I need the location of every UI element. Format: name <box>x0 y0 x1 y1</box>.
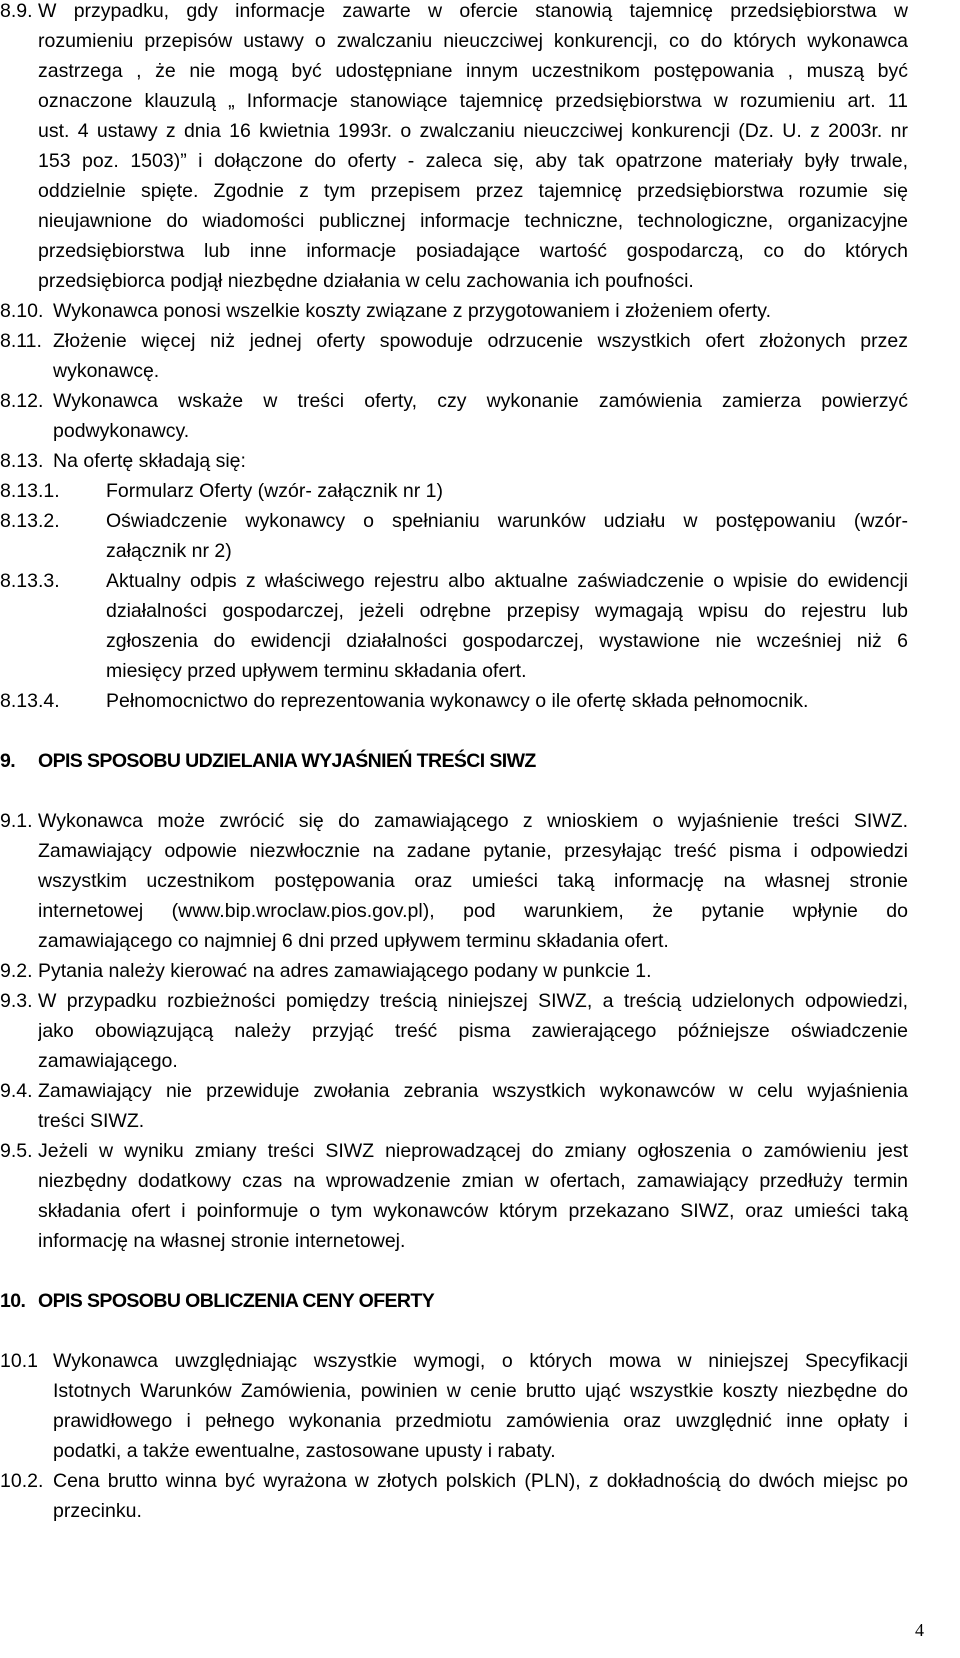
paragraph-line: Pytania należy kierować na adres zamawiającego podany w punkcie 1. <box>38 960 652 982</box>
paragraph-line: oznaczone klauzulą „ Informacje stanowiące tajemnicę przedsiębiorstwa w rozumieniu art. 11 <box>38 90 908 112</box>
paragraph-line: niezbędny dodatkowy czas na wprowadzenie zmian w ofertach, zamawiający przedłuży termin <box>38 1170 908 1192</box>
heading-title: OPIS SPOSOBU OBLICZENIA CENY OFERTY <box>38 1290 435 1312</box>
item-number: 9.5. <box>0 1140 33 1162</box>
item-number: 8.11. <box>0 330 42 352</box>
paragraph-line: przecinku. <box>53 1500 142 1522</box>
item-number: 8.13.4. <box>0 690 60 712</box>
paragraph-line: wykonawcę. <box>53 360 160 382</box>
page-number: 4 <box>915 1620 924 1640</box>
paragraph-line: podatki, a także ewentualne, zastosowane upusty i rabaty. <box>53 1440 556 1462</box>
paragraph-line: ust. 4 ustawy z dnia 16 kwietnia 1993r. o zwalczaniu nieuczciwej konkurencji (Dz. U. z 2003r. nr <box>38 120 908 142</box>
paragraph-line: zgłoszenia do ewidencji działalności gospodarczej, wystawione nie wcześniej niż 6 <box>106 630 908 652</box>
paragraph-line: przedsiębiorca podjął niezbędne działania w celu zachowania ich poufności. <box>38 270 694 292</box>
item-number: 8.12. <box>0 390 44 412</box>
paragraph-line: oddzielnie spięte. Zgodnie z tym przepisem przez tajemnicę przedsiębiorstwa rozumie się <box>38 180 908 202</box>
item-number: 8.13. <box>0 450 44 472</box>
paragraph-line: Wykonawca może zwrócić się do zamawiającego z wnioskiem o wyjaśnienie treści SIWZ. <box>38 810 908 832</box>
paragraph-line: Na ofertę składają się: <box>53 450 246 472</box>
item-number: 8.13.1. <box>0 480 60 502</box>
paragraph-line: załącznik nr 2) <box>106 540 232 562</box>
item-number: 9.2. <box>0 960 33 982</box>
paragraph-line: rozumieniu przepisów ustawy o zwalczaniu nieuczciwej konkurencji, co do których wykonawca <box>38 30 908 52</box>
paragraph-line: zastrzega , że nie mogą być udostępniane innym uczestnikom postępowania , muszą być <box>38 60 908 82</box>
heading-number: 9. <box>0 750 16 772</box>
item-number: 8.9. <box>0 0 33 22</box>
paragraph-line: zamawiającego co najmniej 6 dni przed upływem terminu składania ofert. <box>38 930 669 952</box>
paragraph-line: składania ofert i poinformuje o tym wykonawców którym przekazano SIWZ, oraz umieści taką <box>38 1200 908 1222</box>
item-number: 10.1 <box>0 1350 38 1372</box>
paragraph-line: W przypadku, gdy informacje zawarte w ofercie stanowią tajemnicę przedsiębiorstwa w <box>38 0 908 22</box>
paragraph-line: Wykonawca ponosi wszelkie koszty związane z przygotowaniem i złożeniem oferty. <box>53 300 772 322</box>
paragraph-line: 153 poz. 1503)” i dołączone do oferty - zaleca się, aby tak opatrzone materiały były trwale, <box>38 150 908 172</box>
paragraph-line: Złożenie więcej niż jednej oferty spowoduje odrzucenie wszystkich ofert złożonych przez <box>53 330 908 352</box>
item-number: 10.2. <box>0 1470 44 1492</box>
paragraph-line: zamawiającego. <box>38 1050 178 1072</box>
paragraph-line: Cena brutto winna być wyrażona w złotych polskich (PLN), z dokładnością do dwóch miejsc po <box>53 1470 908 1492</box>
paragraph-line: W przypadku rozbieżności pomiędzy treścią niniejszej SIWZ, a treścią udzielonych odpowiedzi, <box>38 990 908 1012</box>
item-number: 8.13.2. <box>0 510 60 532</box>
paragraph-line: podwykonawcy. <box>53 420 190 442</box>
item-number: 9.1. <box>0 810 33 832</box>
paragraph-line: Zamawiający odpowie niezwłocznie na zadane pytanie, przesyłając treść pisma i odpowiedzi <box>38 840 908 862</box>
paragraph-line: internetowej (www.bip.wroclaw.pios.gov.pl), pod warunkiem, że pytanie wpłynie do <box>38 900 908 922</box>
paragraph-line: Wykonawca uwzględniając wszystkie wymogi, o których mowa w niniejszej Specyfikacji <box>53 1350 908 1372</box>
paragraph-line: przedsiębiorstwa lub inne informacje posiadające wartość gospodarczą, co do których <box>38 240 908 262</box>
paragraph-line: wszystkim uczestnikom postępowania oraz umieści taką informację na własnej stronie <box>38 870 908 892</box>
paragraph-line: działalności gospodarczej, jeżeli odrębne przepisy wymagają wpisu do rejestru lub <box>106 600 908 622</box>
paragraph-line: prawidłowego i pełnego wykonania przedmiotu zamówienia oraz uwzględnić inne opłaty i <box>53 1410 908 1432</box>
paragraph-line: Jeżeli w wyniku zmiany treści SIWZ nieprowadzącej do zmiany ogłoszenia o zamówieniu jest <box>38 1140 908 1162</box>
heading-number: 10. <box>0 1290 26 1312</box>
paragraph-line: Aktualny odpis z właściwego rejestru albo aktualne zaświadczenie o wpisie do ewidencji <box>106 570 908 592</box>
paragraph-line: Istotnych Warunków Zamówienia, powinien w cenie brutto ująć wszystkie koszty niezbędne do <box>53 1380 908 1402</box>
item-number: 8.13.3. <box>0 570 60 592</box>
paragraph-line: jako obowiązującą należy przyjąć treść pisma zawierającego późniejsze oświadczenie <box>38 1020 908 1042</box>
item-number: 9.4. <box>0 1080 33 1102</box>
paragraph-line: Formularz Oferty (wzór- załącznik nr 1) <box>106 480 443 502</box>
paragraph-line: Zamawiający nie przewiduje zwołania zebrania wszystkich wykonawców w celu wyjaśnienia <box>38 1080 908 1102</box>
paragraph-line: Pełnomocnictwo do reprezentowania wykonawcy o ile ofertę składa pełnomocnik. <box>106 690 809 712</box>
paragraph-line: informację na własnej stronie internetowej. <box>38 1230 406 1252</box>
paragraph-line: treści SIWZ. <box>38 1110 145 1132</box>
paragraph-line: Oświadczenie wykonawcy o spełnianiu warunków udziału w postępowaniu (wzór- <box>106 510 908 532</box>
paragraph-line: nieujawnione do wiadomości publicznej informacje techniczne, technologiczne, organizacyjne <box>38 210 908 232</box>
item-number: 9.3. <box>0 990 33 1012</box>
item-number: 8.10. <box>0 300 44 322</box>
paragraph-line: Wykonawca wskaże w treści oferty, czy wykonanie zamówienia zamierza powierzyć <box>53 390 908 412</box>
heading-title: OPIS SPOSOBU UDZIELANIA WYJAŚNIEŃ TREŚCI SIWZ <box>38 750 536 772</box>
paragraph-line: miesięcy przed upływem terminu składania ofert. <box>106 660 527 682</box>
